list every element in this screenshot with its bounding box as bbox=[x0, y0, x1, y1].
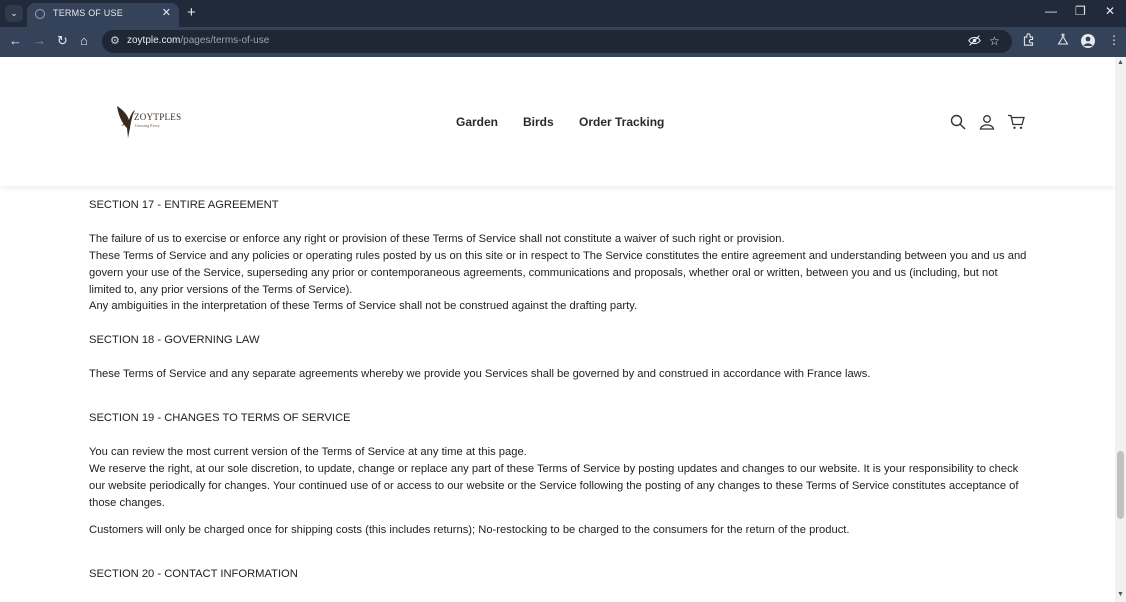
cart-icon[interactable] bbox=[1007, 114, 1025, 135]
browser-menu-icon[interactable]: ⋮ bbox=[1108, 33, 1120, 47]
home-button[interactable]: ⌂ bbox=[80, 33, 88, 48]
browser-toolbar bbox=[0, 27, 1126, 57]
close-tab-icon[interactable]: ✕ bbox=[161, 7, 171, 19]
profile-avatar-icon[interactable] bbox=[1081, 34, 1095, 48]
minimize-window-button[interactable]: — bbox=[1045, 4, 1057, 18]
address-bar[interactable] bbox=[102, 30, 1012, 53]
site-settings-icon[interactable]: ⚙ bbox=[110, 35, 120, 47]
browser-tab-active[interactable] bbox=[27, 3, 179, 27]
section-17-paragraph-1: The failure of us to exercise or enforce any right or provision of these Terms of Service shall not constitute a waiver of such right or provision. bbox=[89, 233, 785, 245]
restore-window-button[interactable]: ❐ bbox=[1075, 4, 1086, 18]
section-17-paragraph-3: Any ambiguities in the interpretation of these Terms of Service shall not be construed against the drafting party. bbox=[89, 300, 638, 312]
extensions-icon[interactable] bbox=[1022, 33, 1035, 49]
url-text[interactable] bbox=[127, 35, 269, 46]
section-19-heading: SECTION 19 - CHANGES TO TERMS OF SERVICE bbox=[89, 412, 351, 424]
reload-button[interactable]: ↻ bbox=[57, 33, 68, 48]
logo-tagline: Growing Every bbox=[135, 123, 160, 128]
search-icon[interactable] bbox=[950, 114, 966, 135]
close-window-button[interactable]: ✕ bbox=[1105, 4, 1116, 18]
nav-garden[interactable]: Garden bbox=[456, 115, 499, 129]
nav-order-tracking[interactable]: Order Tracking bbox=[579, 115, 665, 129]
nav-birds[interactable]: Birds bbox=[523, 115, 554, 129]
bookmark-star-icon[interactable]: ☆ bbox=[989, 34, 1000, 48]
section-18-paragraph-1: These Terms of Service and any separate agreements whereby we provide you Services shall be governed by and construed in accordance with France laws. bbox=[89, 368, 871, 380]
scroll-down-arrow-icon[interactable]: ▼ bbox=[1117, 591, 1124, 598]
section-19-paragraph-3: Customers will only be charged once for shipping costs (this includes returns); No-restocking to be charged to the consumers for the return of the product. bbox=[89, 524, 850, 536]
web-page bbox=[0, 57, 1115, 602]
account-icon[interactable] bbox=[979, 114, 995, 135]
browser-tab-strip bbox=[0, 0, 1126, 27]
url-domain: zoytple.com bbox=[127, 35, 181, 46]
back-button[interactable]: ← bbox=[9, 33, 22, 48]
url-path: /pages/terms-of-use bbox=[180, 35, 270, 46]
scrollbar-thumb[interactable] bbox=[1117, 451, 1124, 519]
logo-name: ZOYTPLES bbox=[134, 112, 182, 122]
forward-button[interactable]: → bbox=[33, 33, 46, 48]
tab-search-dropdown-button[interactable]: ⌄ bbox=[5, 5, 23, 22]
tracking-protection-eye-icon[interactable] bbox=[968, 34, 981, 50]
site-header bbox=[0, 57, 1115, 186]
new-tab-button[interactable]: + bbox=[187, 4, 196, 21]
page-favicon-icon bbox=[35, 9, 45, 19]
page-scrollbar[interactable] bbox=[1115, 57, 1126, 602]
section-17-heading: SECTION 17 - ENTIRE AGREEMENT bbox=[89, 199, 279, 211]
section-17-paragraph-2: These Terms of Service and any policies or operating rules posted by us on this site or in respect to The Service constitutes the entire agreement and understanding between you and us and govern your use of the Service, superseding any prior or contemporaneous agreements, communications and proposals, whether oral or written, between you and us (including, but not limited to, any prior versions of the Terms of Service). bbox=[89, 250, 1027, 296]
scroll-up-arrow-icon[interactable]: ▲ bbox=[1117, 59, 1124, 66]
labs-flask-icon[interactable] bbox=[1057, 33, 1069, 49]
section-19-paragraph-2: We reserve the right, at our sole discretion, to update, change or replace any part of these Terms of Service by posting updates and changes to our website. It is your responsibility to check our website periodically for changes. Your continued use of or access to our website or the Service following the posting of any changes to these Terms of Service constitutes acceptance of those changes. bbox=[89, 463, 1019, 509]
section-19-paragraph-1: You can review the most current version of the Terms of Service at any time at this page. bbox=[89, 446, 527, 458]
section-18-heading: SECTION 18 - GOVERNING LAW bbox=[89, 334, 260, 346]
tab-title: TERMS OF USE bbox=[53, 8, 123, 18]
section-20-heading: SECTION 20 - CONTACT INFORMATION bbox=[89, 568, 298, 580]
